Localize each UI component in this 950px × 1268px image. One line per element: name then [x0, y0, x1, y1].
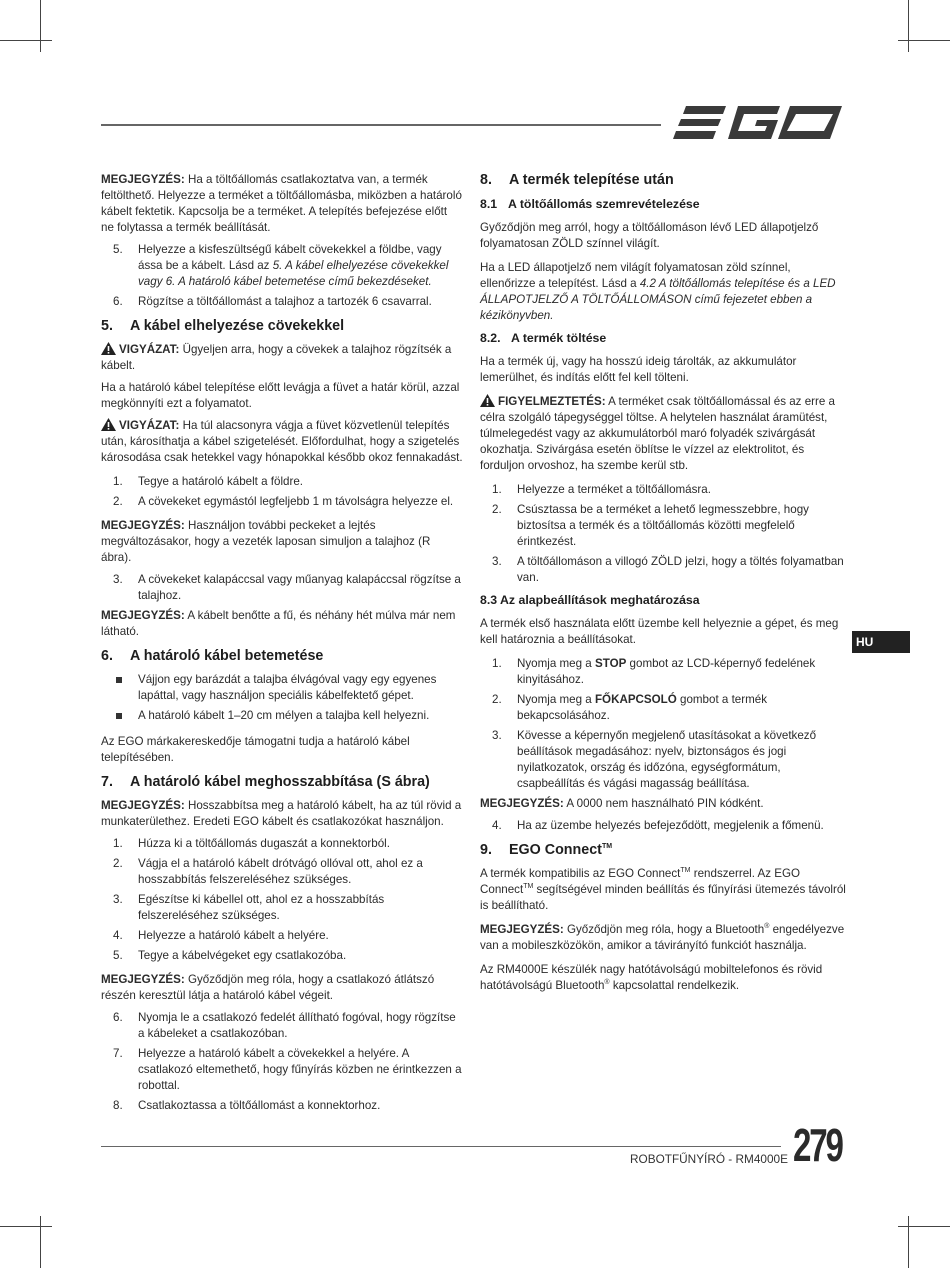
- section-heading: 9. EGO Connect™: [480, 842, 613, 858]
- bullet-item: A határoló kábelt 1–20 cm mélyen a talajba kell helyezni.: [101, 708, 463, 724]
- paragraph: Az RM4000E készülék nagy hatótávolságú mobiltelefonos és rövid hatótávolságú Bluetooth® kapcsolattal rendelkezik.: [480, 963, 823, 992]
- ego-logo: [672, 104, 844, 142]
- crop-mark: [908, 0, 909, 52]
- paragraph: Az EGO márkakereskedője támogatni tudja a határoló kábel telepítésében.: [101, 735, 410, 764]
- crop-mark: [908, 1216, 909, 1268]
- warning-icon: [101, 418, 116, 431]
- left-column: [101, 172, 463, 1118]
- list-item: 1. Nyomja meg a STOP gombot az LCD-képernyő fedelének kinyitásához.: [492, 657, 816, 686]
- warning: FIGYELMEZTETÉS: A terméket csak töltőállomással és az erre a célra szolgáló tápegységgel töltse. A helytelen használat áramütést, túlmelegedést vagy az akkumulátorból maró folyadék szivárgását okozhatja. Szivárgása esetén öblítse le vízzel az elektrolitot, és forduljon orvoshoz, ha szembe kerül stb.: [480, 395, 835, 472]
- list-item: 2. Csúsztassa be a terméket a lehető legmesszebbre, hogy biztosítsa a termék és a töltőállomás közötti megfelelő érintkezést.: [492, 503, 809, 548]
- subsection-heading: 8.1 A töltőállomás szemrevételezése: [480, 197, 700, 211]
- section-heading: 8. A termék telepítése után: [480, 172, 674, 188]
- list-item: 2. Nyomja meg a FŐKAPCSOLÓ gombot a termék bekapcsolásához.: [492, 693, 767, 722]
- list-item: 4. Ha az üzembe helyezés befejeződött, megjelenik a főmenü.: [492, 819, 824, 832]
- note: MEGJEGYZÉS: A kábelt benőtte a fű, és néhány hét múlva már nem látható.: [101, 609, 456, 638]
- list-item: 1. Húzza ki a töltőállomás dugaszát a konnektorból.: [113, 837, 390, 850]
- crop-mark: [898, 1226, 950, 1227]
- list-item: 8. Csatlakoztassa a töltőállomást a konnektorhoz.: [113, 1099, 381, 1112]
- list-item: 2. A cövekeket egymástól legfeljebb 1 m távolságra helyezze el.: [113, 495, 454, 508]
- language-tab: HU: [852, 631, 910, 653]
- note: MEGJEGYZÉS: Ha a töltőállomás csatlakoztatva van, a termék feltölthető. Helyezze a terméket a töltőállomásba, miközben a határoló kábelt fektetik. Kapcsolja be a terméket. A telepítés befejezése előtt ne folytassa a termék beállítását.: [101, 173, 462, 234]
- subsection-heading: 8.3 Az alapbeállítások meghatározása: [480, 593, 700, 607]
- crop-mark: [898, 40, 950, 41]
- paragraph: A termék első használata előtt üzembe kell helyeznie a gépet, és meg kell határoznia a beállításokat.: [480, 617, 839, 646]
- paragraph: Ha a határoló kábel telepítése előtt levágja a füvet a határ körül, azzal megkönnyíti ezt a folyamatot.: [101, 381, 460, 410]
- paragraph: A termék kompatibilis az EGO Connect™ rendszerrel. Az EGO Connect™ segítségével minden beállítás és fűnyírási ütemezés távolról is beállítható.: [480, 867, 846, 912]
- note: MEGJEGYZÉS: Győződjön meg róla, hogy a csatlakozó átlátszó részén keresztül látja a határoló kábel végeit.: [101, 973, 435, 1002]
- paragraph: Ha a termék új, vagy ha hosszú ideig tárolták, az akkumulátor lemerülhet, és indítás előtt fel kell tölteni.: [480, 355, 797, 384]
- page-number: 279: [793, 1119, 842, 1171]
- header-rule: [101, 124, 661, 126]
- list-item: 5. Tegye a kábelvégeket egy csatlakozóba.: [113, 949, 347, 962]
- note: MEGJEGYZÉS: Használjon további peckeket a lejtés megváltozásakor, hogy a vezeték laposan simuljon a talajhoz (R ábra).: [101, 519, 431, 564]
- list-item: 1. Helyezze a terméket a töltőállomásra.: [492, 483, 711, 496]
- warning-icon: [480, 394, 495, 407]
- crop-mark: [0, 40, 52, 41]
- right-column: [480, 172, 846, 1000]
- list-item: 4. Helyezze a határoló kábelt a helyére.: [113, 929, 329, 942]
- crop-mark: [0, 1226, 52, 1227]
- crop-mark: [40, 1216, 41, 1268]
- list-item: 7. Helyezze a határoló kábelt a cövekekkel a helyére. A csatlakozó eltemethető, hogy fűnyírás közben ne érintkezzen a robottal.: [113, 1047, 462, 1092]
- footer-rule: [101, 1146, 781, 1147]
- bullet-item: Vájjon egy barázdát a talajba élvágóval vagy egy egyenes lapáttal, vagy használjon speciális kábelfektető gépet.: [101, 672, 463, 704]
- list-item: 3. A cövekeket kalapáccsal vagy műanyag kalapáccsal rögzítse a talajhoz.: [113, 573, 461, 602]
- section-heading: 5. A kábel elhelyezése cövekekkel: [101, 318, 345, 334]
- crop-mark: [40, 0, 41, 52]
- section-heading: 7. A határoló kábel meghosszabbítása (S ábra): [101, 774, 430, 790]
- caution: VIGYÁZAT: Ha túl alacsonyra vágja a füvet közvetlenül telepítés után, károsíthatja a kábel szigetelését. Előfordulhat, hogy a szigetelés károsodása csak hetekkel vagy hónapokkal később okoz fennakadást.: [101, 419, 463, 464]
- footer-product: ROBOTFŰNYÍRÓ - RM4000E: [630, 1152, 788, 1166]
- paragraph: Ha a LED állapotjelző nem világít folyamatosan zöld színnel, ellenőrizze a telepítést. Lásd a 4.2 A töltőállomás telepítése és a LED ÁLLAPOTJELZŐ A TÖLTŐÁLLOMÁSON című fejezetet ebben a kézikönyvben.: [480, 261, 836, 322]
- list-item: 6. Rögzítse a töltőállomást a talajhoz a tartozék 6 csavarral.: [113, 295, 432, 308]
- list-item: 3. Kövesse a képernyőn megjelenő utasításokat a következő beállítások megadásához: nyelv, biztonságos és jogi nyilatkozatok, ország és időzóna, egységformátum, csapbeállítás és vágási magasság beállítása.: [492, 729, 817, 790]
- warning-icon: [101, 342, 116, 355]
- list-item: 5. Helyezze a kisfeszültségű kábelt cövekekkel a földbe, vagy ássa be a kábelt. Lásd az 5. A kábel elhelyezése cövekekkel vagy 6. A határoló kábel betemetése című bekezdéseket.: [113, 243, 449, 288]
- caution: VIGYÁZAT: Ügyeljen arra, hogy a cövekek a talajhoz rögzítsék a kábelt.: [101, 343, 452, 372]
- section-heading: 6. A határoló kábel betemetése: [101, 648, 324, 664]
- list-item: 3. A töltőállomáson a villogó ZÖLD jelzi, hogy a töltés folyamatban van.: [492, 555, 844, 584]
- paragraph: Győződjön meg arról, hogy a töltőállomáson lévő LED állapotjelző folyamatosan ZÖLD színnel világít.: [480, 221, 819, 250]
- list-item: 1. Tegye a határoló kábelt a földre.: [113, 475, 303, 488]
- note: MEGJEGYZÉS: Győződjön meg róla, hogy a Bluetooth® engedélyezve van a mobileszközökön, amikor a távirányító funkciót használja.: [480, 923, 845, 952]
- list-item: 6. Nyomja le a csatlakozó fedelét állítható fogóval, hogy rögzítse a kábeleket a csatlakozóban.: [113, 1011, 456, 1040]
- list-item: 3. Egészítse ki kábellel ott, ahol ez a hosszabbítás felszereléséhez szükséges.: [113, 893, 385, 922]
- list-item: 2. Vágja el a határoló kábelt drótvágó ollóval ott, ahol ez a hosszabbítás felszereléséhez szükséges.: [113, 857, 423, 886]
- subsection-heading: 8.2. A termék töltése: [480, 331, 607, 345]
- note: MEGJEGYZÉS: A 0000 nem használható PIN kódként.: [480, 797, 764, 810]
- note: MEGJEGYZÉS: Hosszabbítsa meg a határoló kábelt, ha az túl rövid a munkaterülethez. Eredeti EGO kábelt és csatlakozókat használjon.: [101, 799, 462, 828]
